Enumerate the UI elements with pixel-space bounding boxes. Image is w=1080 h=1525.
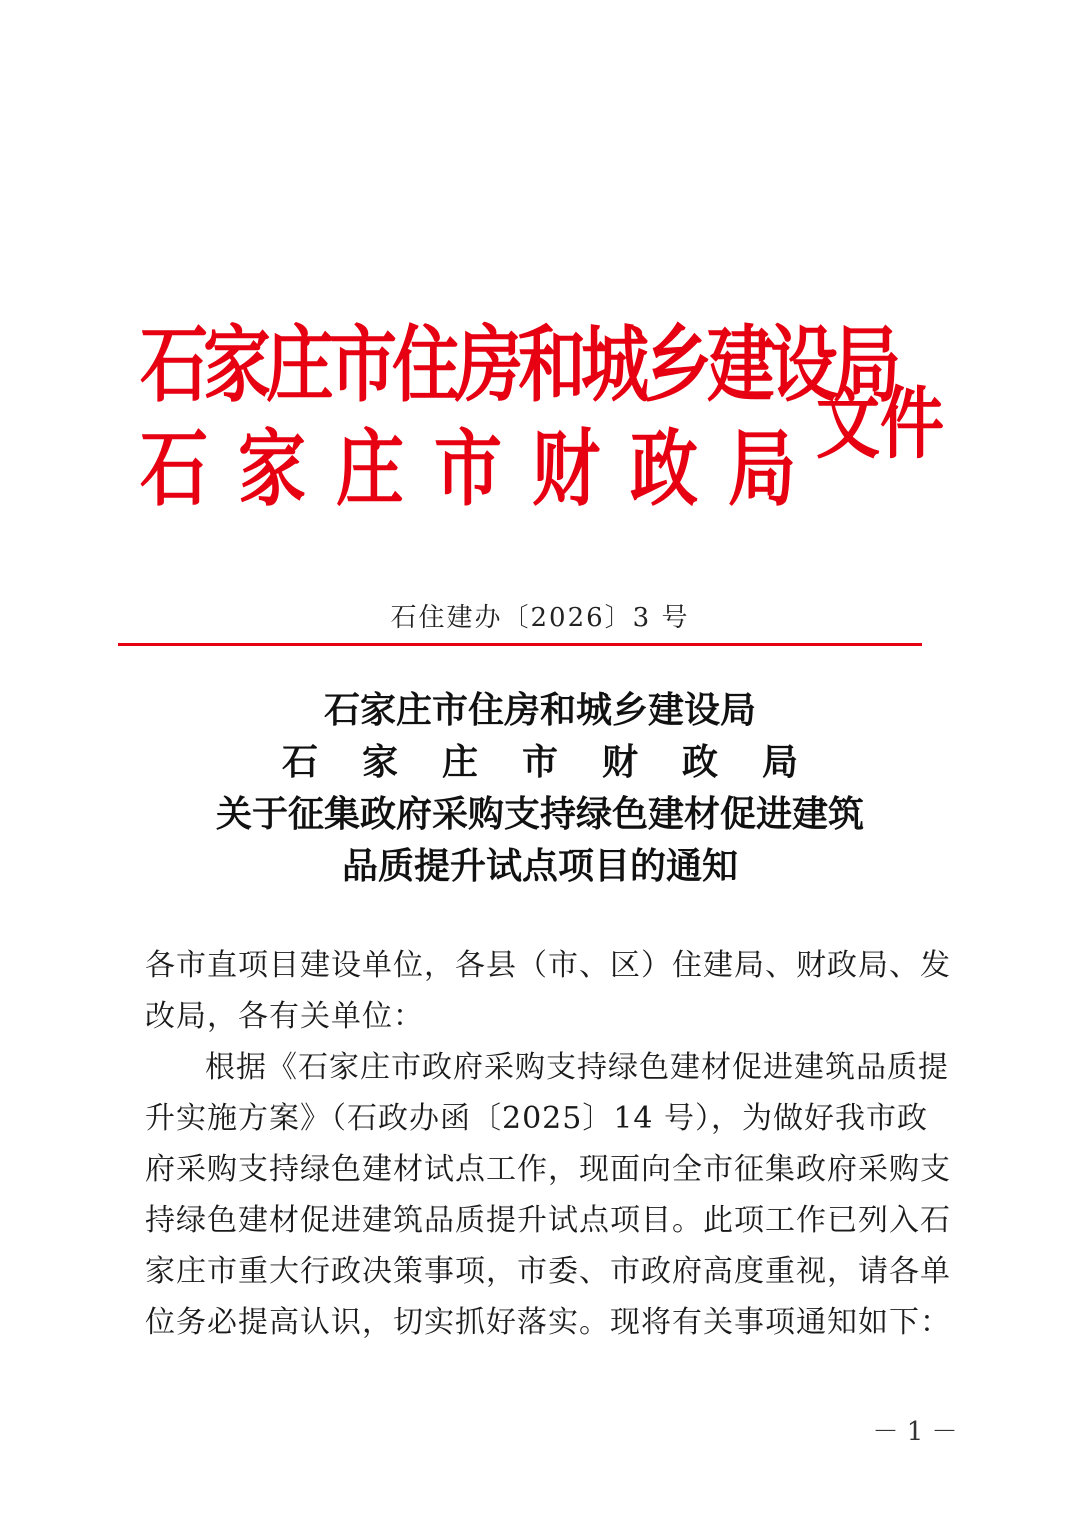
red-divider-line: [118, 643, 922, 646]
title-char: 局: [761, 741, 798, 783]
title-char: 家: [361, 741, 398, 783]
letterhead-agency-housing: 石家庄市住房和城乡建设局: [140, 316, 897, 415]
document-title: [0, 684, 1080, 892]
letterhead-char: 市: [434, 420, 503, 519]
letterhead-char: 政: [630, 420, 699, 519]
letterhead-char: 财: [532, 420, 601, 519]
title-char: 庄: [441, 741, 478, 783]
red-letterhead: [140, 308, 944, 519]
title-line-3: 关于征集政府采购支持绿色建材促进建筑: [215, 793, 864, 835]
body-paragraph: 根据《石家庄市政府采购支持绿色建材促进建筑品质提升实施方案》（石政办函〔2025〕14 号），为做好我市政府采购支持绿色建材试点工作，现面向全市征集政府采购支持绿色建材促进建筑品质提升试点项目。此项工作已列入石家庄市重大行政决策事项，市委、市政府高度重视，请各单位务必提高认识，切实抓好落实。现将有关事项通知如下：: [145, 1050, 951, 1340]
letterhead-char: 家: [238, 420, 307, 519]
title-char: 政: [681, 741, 718, 783]
letterhead-suffix: 文件: [816, 378, 944, 471]
title-line-2: [0, 736, 1080, 788]
document-body: [145, 940, 955, 1348]
document-number: 石住建办〔2026〕3 号: [390, 603, 690, 633]
letterhead-char: 石: [140, 420, 209, 519]
title-char: 市: [521, 741, 558, 783]
salutation: 各市直项目建设单位，各县（市、区）住建局、财政局、发改局，各有关单位：: [145, 948, 951, 1034]
letterhead-char: 庄: [336, 420, 405, 519]
title-line-1: 石家庄市住房和城乡建设局: [323, 689, 756, 731]
page-number: － 1 －: [872, 1417, 958, 1447]
letterhead-char: 局: [728, 420, 797, 519]
title-line-4: 品质提升试点项目的通知: [341, 845, 738, 887]
title-char: 财: [601, 741, 638, 783]
title-char: 石: [281, 741, 318, 783]
letterhead-agency-finance: [140, 412, 800, 527]
